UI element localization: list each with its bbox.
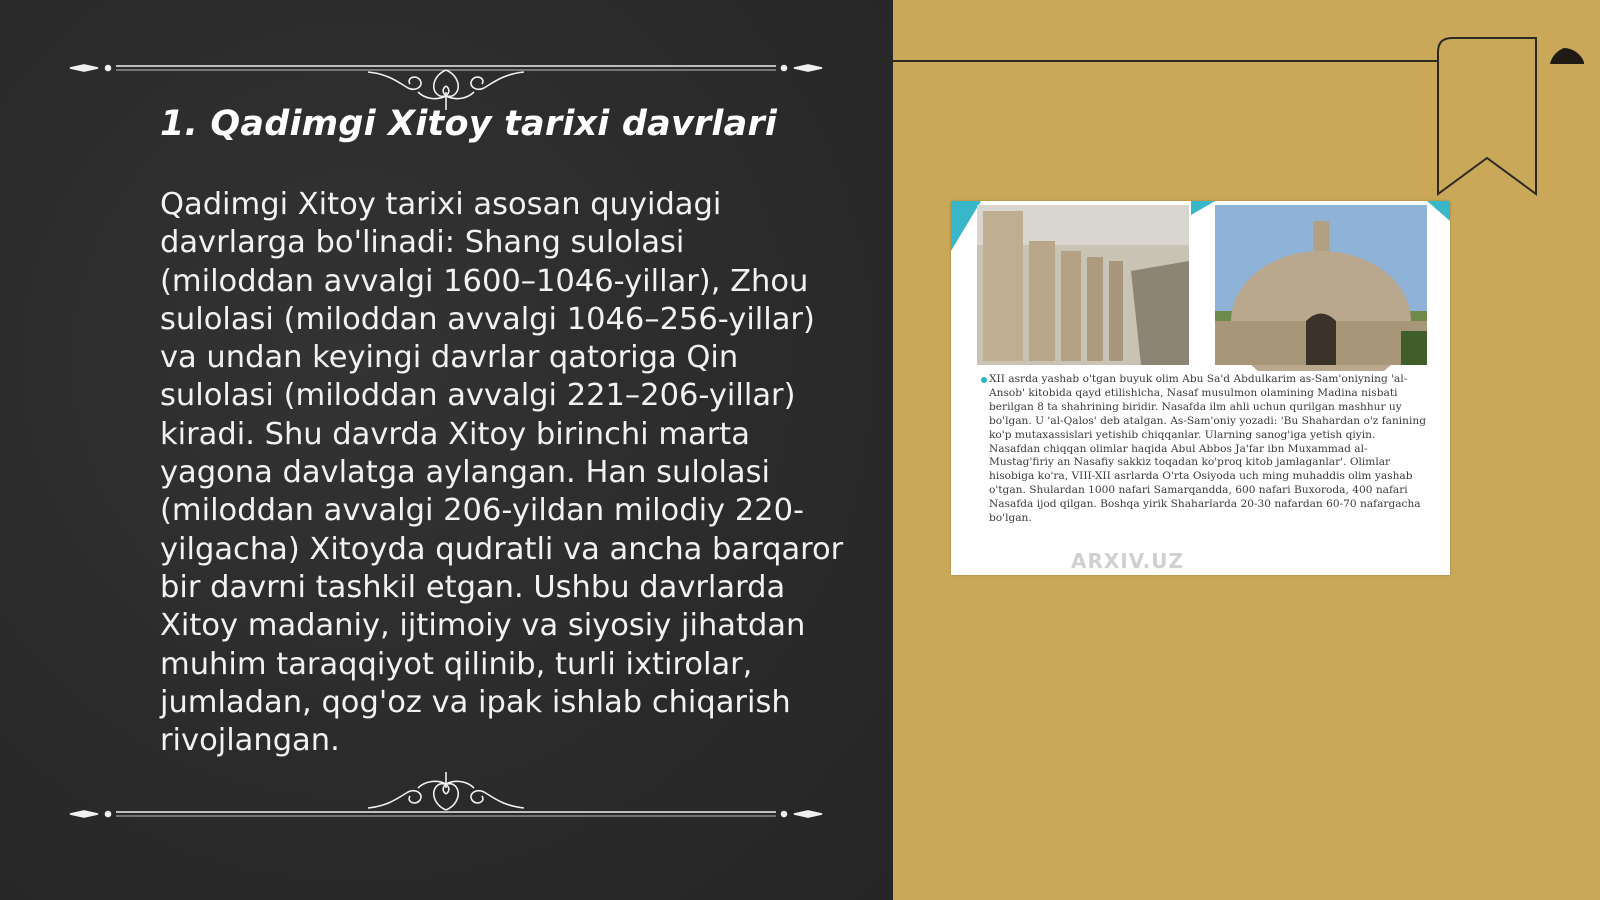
slide-body-text: Qadimgi Xitoy tarixi asosan quyidagi davrlarga bo'linadi: Shang sulolasi (miloddan avvalgi 1600–1046-yillar), Zhou sulolasi (miloddan avvalgi 1046–256-yillar) va undan keyingi davrlar qatoriga Qin sulolasi (miloddan avvalgi 221–206-yillar) kiradi. Shu davrda Xitoy birinchi marta yagona davlatga aylangan. Han sulolasi (miloddan avvalgi 206-yildan milodiy 220-yilgacha) Xitoyda qudratli va ancha barqaror bir davrni tashkil etgan. Ushbu davrlarda Xitoy madaniy, ijtimoiy va siyosiy jihatdan muhim taraqqiyot qilinib, turli ixtirolar, jumladan, qog'oz va ipak ishlab chiqarish rivojlangan. — [160, 187, 844, 759]
top-ornament-divider — [68, 52, 824, 112]
slide-title: 1. Qadimgi Xitoy tarixi davrlari — [160, 104, 778, 144]
divider-line — [893, 60, 1453, 62]
textbook-caption-text: XII asrda yashab o'tgan buyuk olim Abu Sa'd Abdulkarim as-Sam'oniyning 'al-Ansob' kitobida qayd etilishicha, Nasaf musulmon olamining Madina nisbati berilgan 8 ta shahrining biridir. Nasafda ilm ahli uchun qurilgan mashhur uy bo'lgan. U 'al-Qalos' deb atalgan. As-Sam'oniy yozadi: 'Bu Shahardan o'z fanining ko'p mutaxassislari yetishib chiqqanlar. Ularning sanog'iga yetish qiyin. Nasafdan chiqqan olimlar haqida Abul Abbos Ja'far ibn Muxammad al-Mustag'firiy an Nasafiy sakkiz toqadan ko'proq kitob jamlaganlar'. Olimlar hisobiga ko'ra, VIII-XII asrlarda O'rta Osiyoda uch ming muhaddis olim yashab o'tgan. Shulardan 1000 nafari Samarqandda, 600 nafari Buxoroda, 400 nafari Nasafda ijod qilgan. Boshqa yirik Shaharlarda 20-30 nafardan 60-70 nafargacha bo'lgan. — [989, 373, 1427, 525]
textbook-page-image — [951, 201, 1450, 575]
watermark-text: ARXIV.UZ — [1071, 549, 1184, 573]
caption-bullet-icon — [981, 377, 987, 383]
bookmark-ribbon — [1432, 34, 1600, 200]
bottom-ornament-divider — [68, 772, 824, 832]
architecture-photos — [951, 201, 1450, 371]
